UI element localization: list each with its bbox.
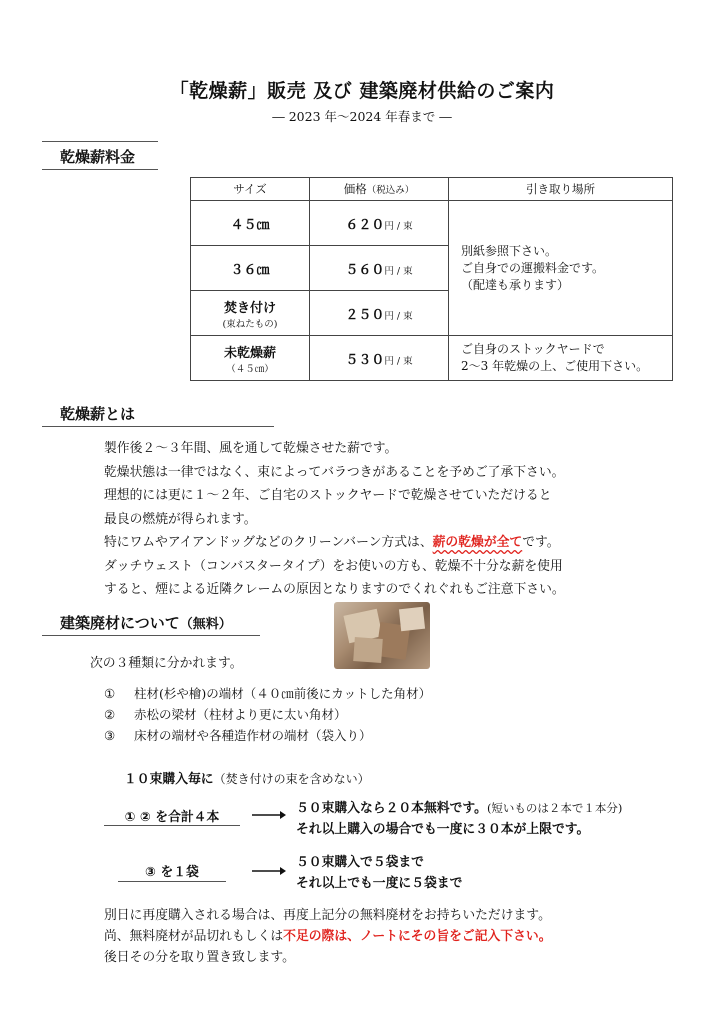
price-cell: ２５０円 / 束 — [310, 291, 449, 336]
price-cell: ６２０円 / 束 — [310, 201, 449, 246]
table-row — [191, 201, 673, 246]
table-header-row — [191, 178, 673, 201]
header-pickup: 引き取り場所 — [449, 178, 673, 201]
price-cell: ５６０円 / 束 — [310, 246, 449, 291]
rule1-detail: ５０束購入なら２０本無料です。(短いものは２本で１本分) それ以上購入の場合でも一度に３０本が上限です。 — [296, 801, 623, 837]
waste-type-list — [104, 683, 431, 746]
section-rule — [42, 635, 260, 636]
emphasis-shortage: 不足の際は、ノートにその旨をご記入下さい。 — [283, 929, 552, 944]
rule1-underline — [104, 825, 240, 826]
section-rule-bottom — [42, 169, 158, 170]
pickup-cell-a: 別紙参照下さい。 ご自身での運搬料金です。 （配達も承ります） — [449, 201, 673, 336]
rule2-underline — [118, 881, 226, 882]
section-rule-top — [42, 141, 158, 142]
rule1-label: ① ② を合計４本 — [124, 810, 220, 825]
table-row — [191, 336, 673, 381]
price-table — [190, 177, 673, 381]
arrow-icon — [252, 862, 286, 874]
size-cell: 未乾燥薪 （４５㎝） — [191, 336, 310, 381]
header-price-note: （税込み） — [366, 185, 415, 196]
arrow-icon — [252, 806, 286, 818]
wood-scraps-photo — [334, 602, 430, 669]
emphasis-dryness: 薪の乾燥が全て — [432, 535, 523, 550]
purchase-rule: １０束購入毎に（焚き付けの束を含めない） — [124, 772, 370, 787]
section-heading-what-is: 乾燥薪とは — [60, 405, 136, 423]
rule2-detail: ５０束購入で５袋まで それ以上でも一度に５袋まで — [296, 855, 463, 891]
list-item: ③ 床材の端材や各種造作材の端材（袋入り） — [104, 728, 372, 743]
size-cell: ３６㎝ — [191, 246, 310, 291]
list-item: ① 柱材(杉や檜)の端材（４０㎝前後にカットした角材） — [104, 686, 432, 701]
section-heading-firewood-price: 乾燥薪料金 — [60, 148, 136, 166]
list-item: ② 赤松の梁材（柱材より更に太い角材） — [104, 707, 347, 722]
pickup-cell-b: ご自身のストックヤードで 2～3 年乾燥の上、ご使用下さい。 — [449, 336, 673, 381]
price-cell: ５３０円 / 束 — [310, 336, 449, 381]
rule2-label: ③ を１袋 — [145, 865, 199, 880]
description-paragraph: 製作後２～３年間、風を通して乾燥させた薪です。 乾燥状態は一律ではなく、束によってバラつきがあることを予めご了承下さい。 理想的には更に１～２年、ご自宅のストックヤードで乾燥させていただけると 最良の燃焼が得られます。 特にワムやアイアンドッグなどのクリーンバーン方式は、薪の乾燥が全てです。 ダッチウェスト（コンバスタータイプ）をお使いの方も、乾燥不十分な薪を使用 すると、煙による近隣クレームの原因となりますのでくれぐれもご注意下さい。 — [104, 441, 565, 597]
header-size: サイズ — [191, 178, 310, 201]
header-price: 価格（税込み） — [310, 178, 449, 201]
size-cell: 焚き付け (束ねたもの) — [191, 291, 310, 336]
closing-note: 別日に再度購入される場合は、再度上記分の無料廃材をお持ちいただけます。 尚、無料廃材が品切れもしくは不足の際は、ノートにその旨をご記入下さい。 後日その分を取り置き致します。 — [104, 908, 552, 965]
page-title: 「乾燥薪」販売 及び 建築廃材供給のご案内 — [169, 80, 555, 102]
size-cell: ４５㎝ — [191, 201, 310, 246]
page-subtitle: ― 2023 年～2024 年春まで ― — [272, 109, 452, 124]
section-rule — [42, 426, 274, 427]
intro-text: 次の３種類に分かれます。 — [90, 656, 243, 671]
section-heading-building-waste: 建築廃材について（無料） — [60, 614, 232, 632]
